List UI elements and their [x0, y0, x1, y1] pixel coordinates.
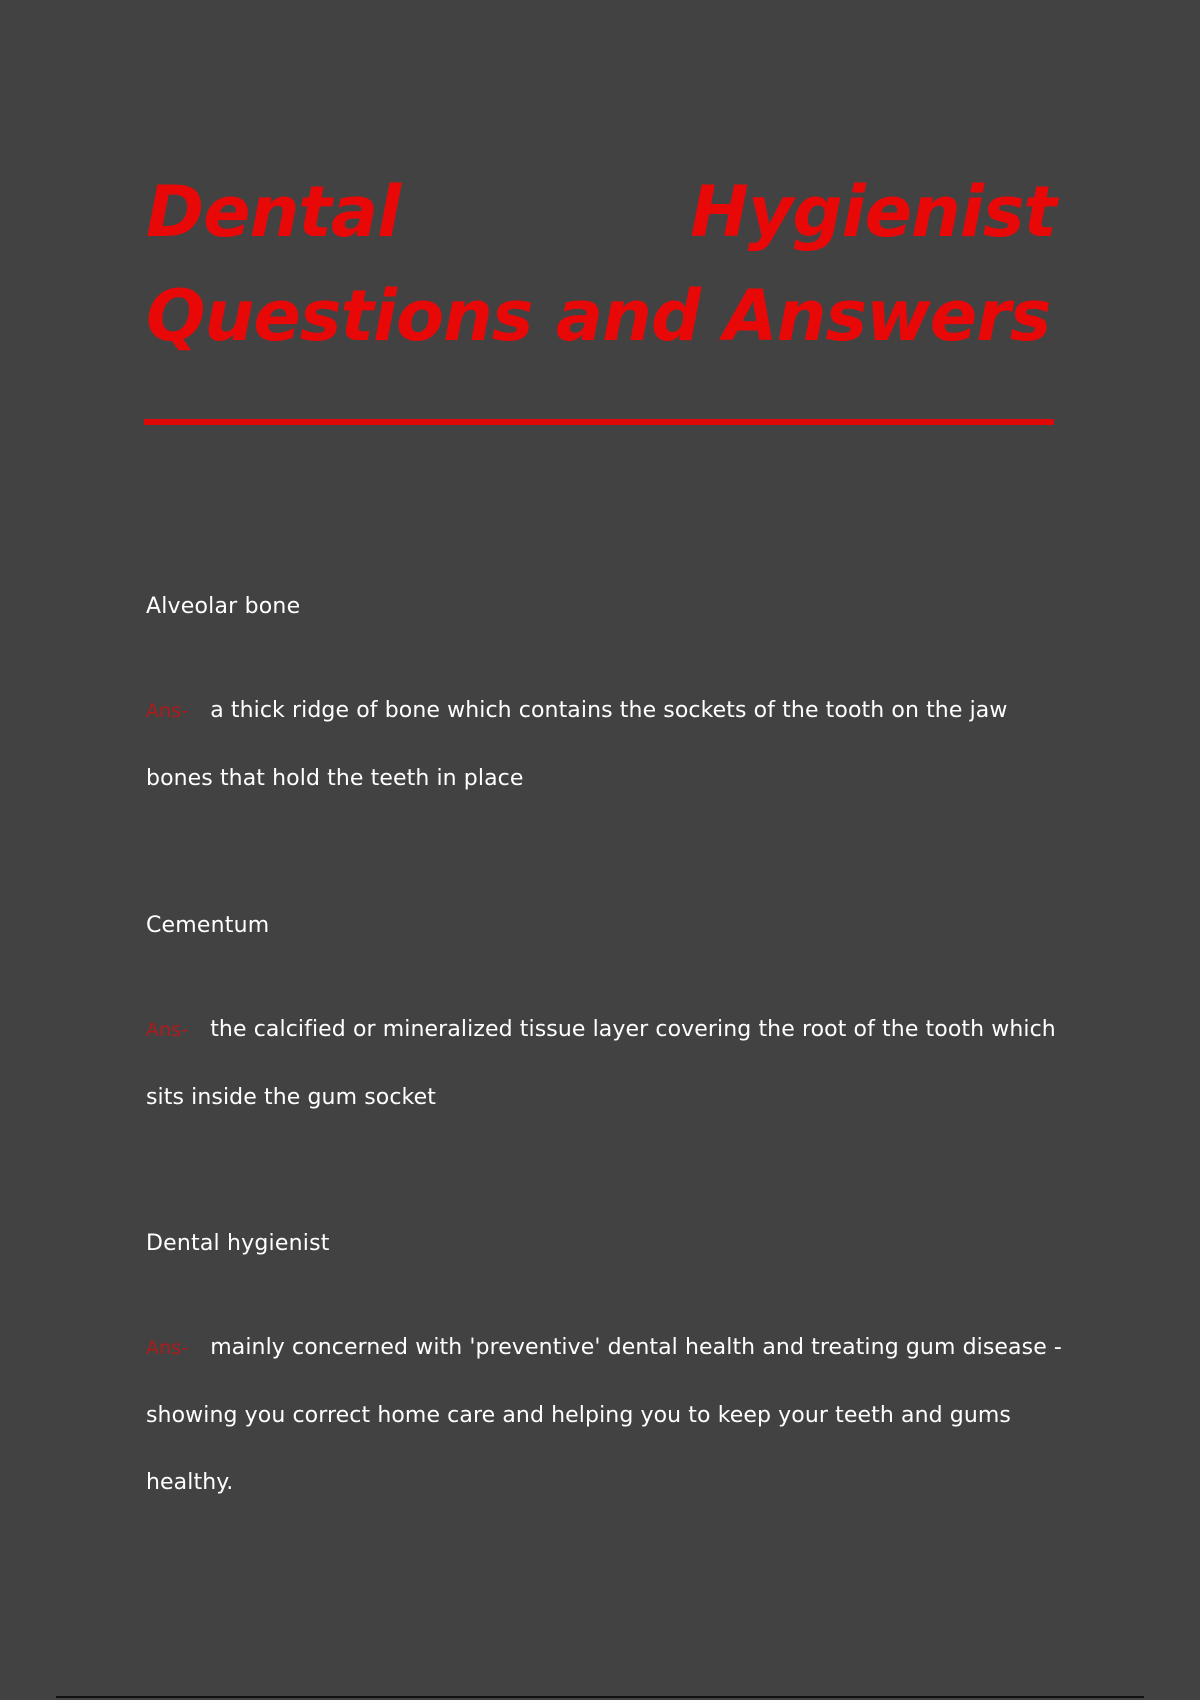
page-title: [146, 160, 1056, 368]
title-line-1: [146, 160, 1056, 264]
page-bottom-rule: [56, 1696, 1144, 1698]
answer-label: Ans-: [146, 1337, 189, 1359]
answer-block: [146, 677, 1076, 812]
answer-text: a thick ridge of bone which contains the sockets of the tooth on the jaw bones that hold the teeth in place: [146, 698, 1008, 791]
answer-label: Ans-: [146, 700, 189, 722]
title-line-2: Questions and Answers: [146, 275, 1051, 357]
title-word-hygienist: Hygienist: [690, 171, 1056, 253]
question-text: Alveolar bone: [146, 594, 301, 619]
answer-text: the calcified or mineralized tissue layer covering the root of the tooth which sits inside the gum socket: [146, 1017, 1056, 1110]
question-text: Cementum: [146, 913, 270, 938]
answer-block: [146, 996, 1076, 1131]
answer-text: mainly concerned with 'preventive' dental health and treating gum disease - showing you correct home care and helping you to keep your teeth and gums healthy.: [146, 1335, 1062, 1495]
title-divider: [144, 419, 1054, 425]
question-text: Dental hygienist: [146, 1231, 330, 1256]
answer-label: Ans-: [146, 1019, 189, 1041]
title-word-dental: Dental: [146, 171, 401, 253]
answer-block: [146, 1314, 1076, 1516]
